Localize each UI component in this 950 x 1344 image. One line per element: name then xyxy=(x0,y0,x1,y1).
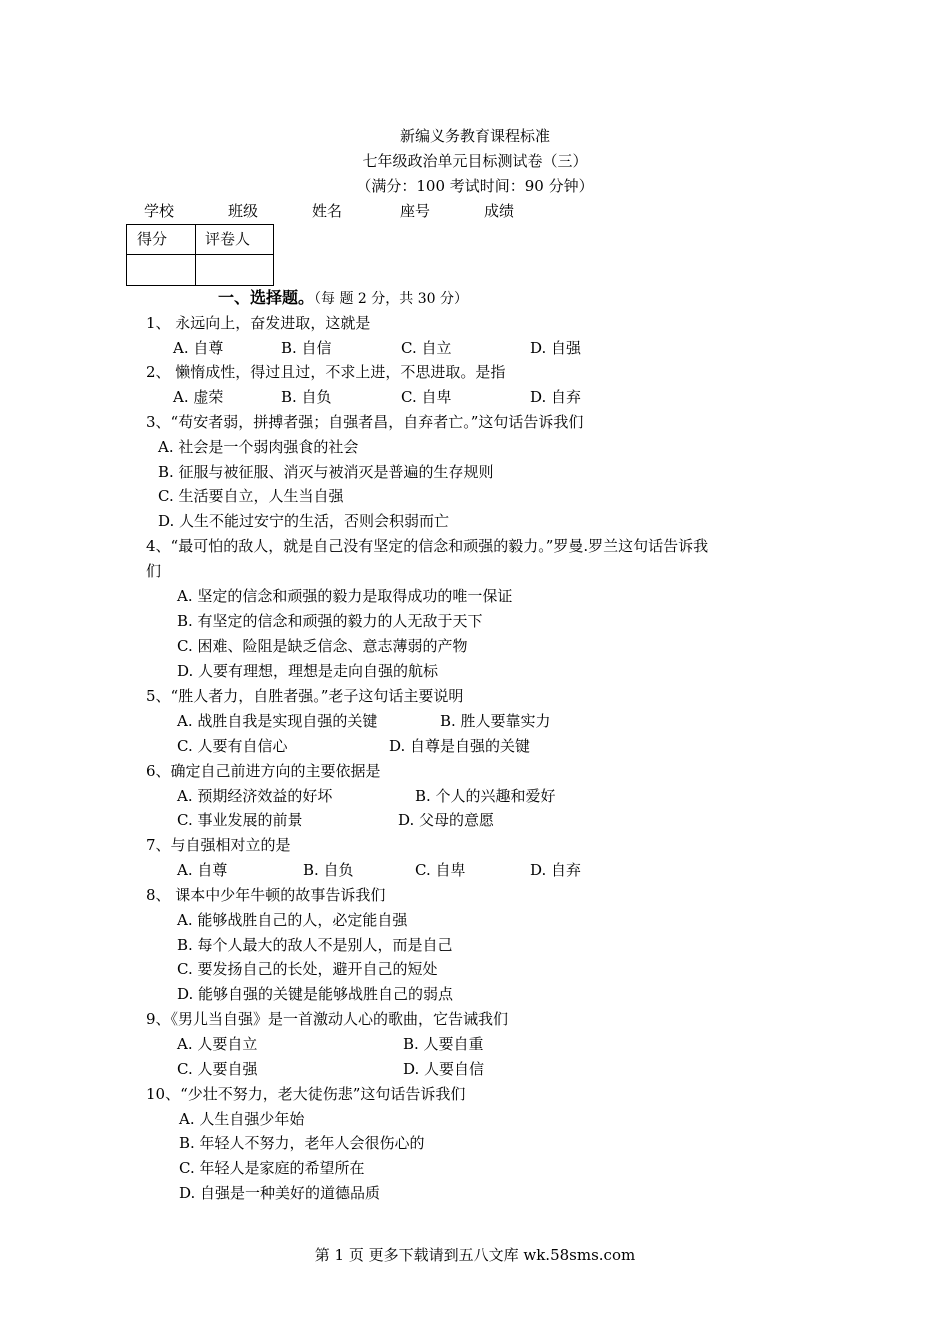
option: A. 能够战胜自己的人，必定能自强 xyxy=(177,911,408,929)
field-score: 成绩 xyxy=(484,202,515,220)
table-divider-horizontal xyxy=(127,254,273,255)
question-stem: 8、 课本中少年牛顿的故事告诉我们 xyxy=(146,886,386,904)
question-stem: 3、“苟安者弱，拼搏者强；自强者昌，自弃者亡。”这句话告诉我们 xyxy=(146,413,584,431)
section-title: 一、选择题。 xyxy=(218,288,315,307)
doc-title-line3: （满分：100 考试时间：90 分钟） xyxy=(356,177,594,195)
option: D. 自强 xyxy=(530,339,582,357)
option: C. 要发扬自己的长处，避开自己的短处 xyxy=(177,960,438,978)
option: D. 自弃 xyxy=(530,861,582,879)
question-stem: 10、“少壮不努力，老大徒伤悲”这句话告诉我们 xyxy=(146,1085,466,1103)
doc-title-line2: 七年级政治单元目标测试卷（三） xyxy=(362,152,588,170)
option: A. 战胜自我是实现自强的关键 xyxy=(177,712,378,730)
question-stem: 9、《男儿当自强》是一首激动人心的歌曲，它告诫我们 xyxy=(146,1010,509,1028)
option: D. 自尊是自强的关键 xyxy=(389,737,531,755)
table-divider-vertical xyxy=(195,225,196,285)
option: B. 征服与被征服、消灭与被消灭是普遍的生存规则 xyxy=(158,463,494,481)
question-stem: 1、 永远向上，奋发进取，这就是 xyxy=(146,314,371,332)
option: C. 年轻人是家庭的希望所在 xyxy=(179,1159,365,1177)
option: B. 有坚定的信念和顽强的毅力的人无敌于天下 xyxy=(177,612,483,630)
option: B. 自负 xyxy=(281,388,332,406)
option: C. 生活要自立，人生当自强 xyxy=(158,487,344,505)
option: B. 人要自重 xyxy=(403,1035,484,1053)
question-stem-continued: 们 xyxy=(146,562,162,580)
option: B. 个人的兴趣和爱好 xyxy=(415,787,556,805)
field-seat: 座号 xyxy=(400,202,431,220)
option: B. 年轻人不努力，老年人会很伤心的 xyxy=(179,1134,425,1152)
question-stem: 4、“最可怕的敌人，就是自己没有坚定的信念和顽强的毅力。”罗曼.罗兰这句话告诉我 xyxy=(146,537,709,555)
option: C. 自卑 xyxy=(401,388,452,406)
option: A. 虚荣 xyxy=(173,388,224,406)
section-note: （每 题 2 分，共 30 分） xyxy=(314,291,468,307)
question-stem: 6、确定自己前进方向的主要依据是 xyxy=(146,762,381,780)
option: C. 自立 xyxy=(401,339,452,357)
option: C. 人要有自信心 xyxy=(177,737,288,755)
option: C. 自卑 xyxy=(415,861,466,879)
score-table xyxy=(126,224,274,286)
option: D. 父母的意愿 xyxy=(398,811,495,829)
option: D. 人要自信 xyxy=(403,1060,485,1078)
option: A. 自尊 xyxy=(177,861,228,879)
field-class: 班级 xyxy=(228,202,259,220)
option: A. 社会是一个弱肉强食的社会 xyxy=(158,438,359,456)
option: B. 自负 xyxy=(303,861,354,879)
field-school: 学校 xyxy=(144,202,175,220)
option: D. 人要有理想，理想是走向自强的航标 xyxy=(177,662,439,680)
question-stem: 5、“胜人者力，自胜者强。”老子这句话主要说明 xyxy=(146,687,464,705)
option: D. 能够自强的关键是能够战胜自己的弱点 xyxy=(177,985,454,1003)
score-table-header-grader: 评卷人 xyxy=(205,230,251,248)
option: A. 人要自立 xyxy=(177,1035,258,1053)
doc-title-line1: 新编义务教育课程标准 xyxy=(399,127,550,145)
option: A. 预期经济效益的好坏 xyxy=(177,787,333,805)
option: D. 人生不能过安宁的生活，否则会积弱而亡 xyxy=(158,512,450,530)
option: C. 困难、险阻是缺乏信念、意志薄弱的产物 xyxy=(177,637,468,655)
section-heading xyxy=(218,288,468,309)
option: A. 坚定的信念和顽强的毅力是取得成功的唯一保证 xyxy=(177,587,513,605)
option: A. 人生自强少年始 xyxy=(179,1110,305,1128)
field-name: 姓名 xyxy=(312,202,343,220)
option: A. 自尊 xyxy=(173,339,224,357)
option: D. 自强是一种美好的道德品质 xyxy=(179,1184,381,1202)
question-stem: 2、 懒惰成性，得过且过，不求上进，不思进取。是指 xyxy=(146,363,506,381)
question-stem: 7、与自强相对立的是 xyxy=(146,836,291,854)
page-footer: 第 1 页 更多下载请到五八文库 wk.58sms.com xyxy=(314,1246,636,1264)
option: D. 自弃 xyxy=(530,388,582,406)
score-table-header-score: 得分 xyxy=(137,230,168,248)
option: B. 自信 xyxy=(281,339,332,357)
option: C. 人要自强 xyxy=(177,1060,258,1078)
option: C. 事业发展的前景 xyxy=(177,811,303,829)
option: B. 每个人最大的敌人不是别人，而是自己 xyxy=(177,936,453,954)
option: B. 胜人要靠实力 xyxy=(440,712,551,730)
